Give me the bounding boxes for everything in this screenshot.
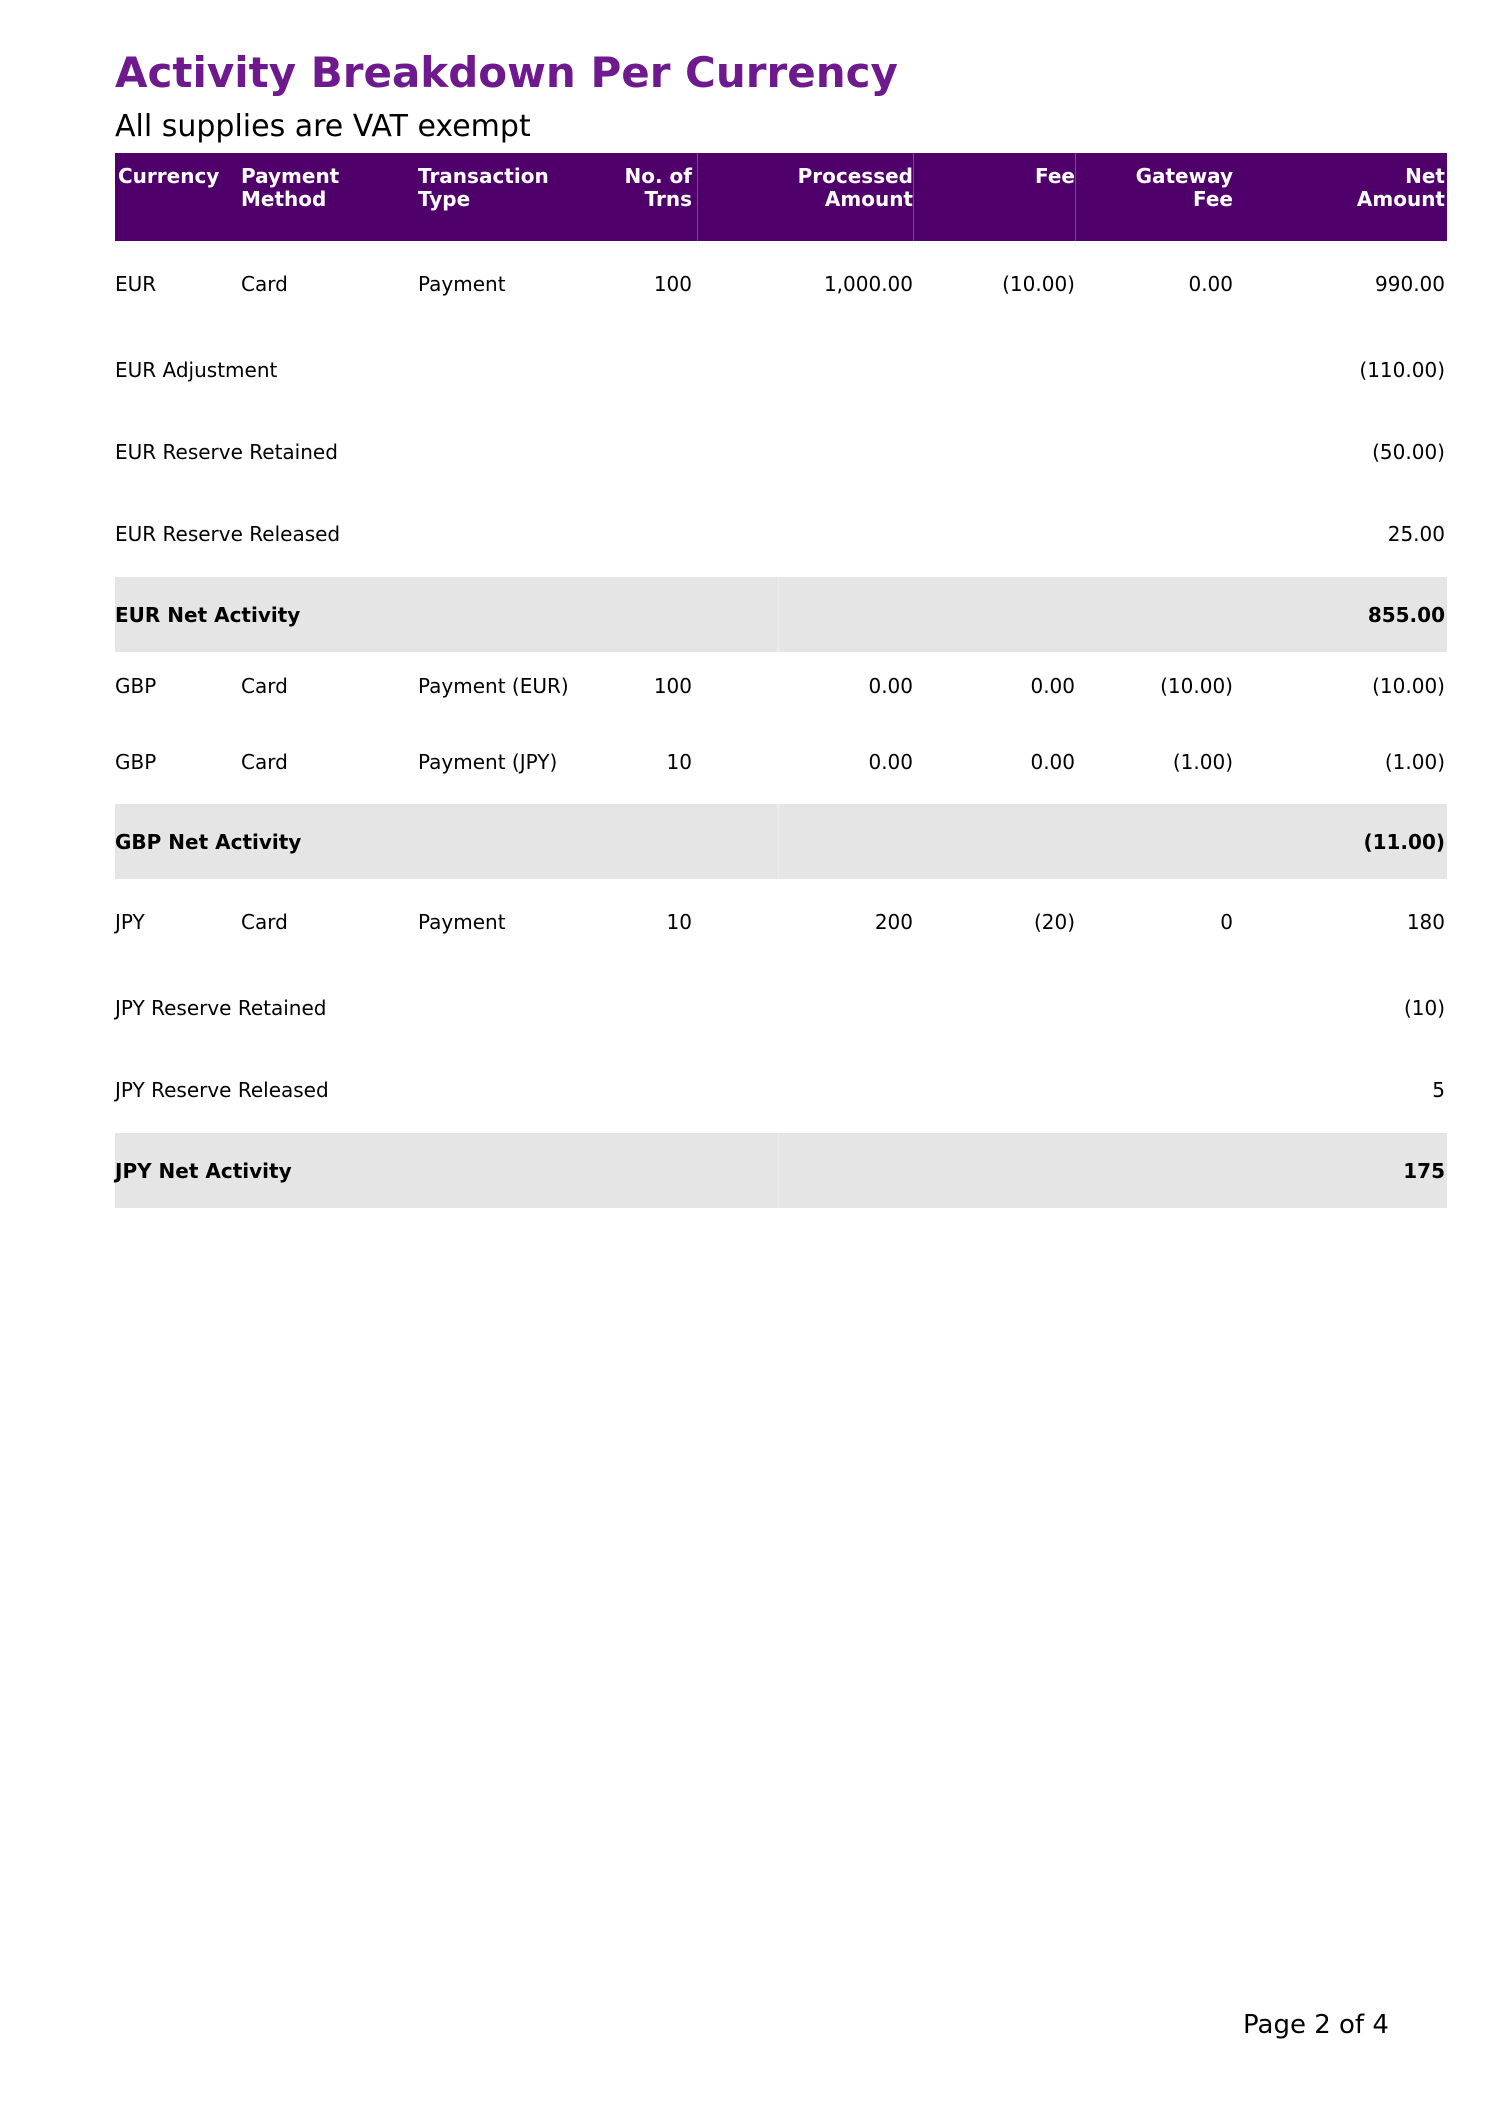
table-row	[115, 879, 1447, 969]
cell-label: JPY Net Activity	[115, 1159, 292, 1183]
cell-currency: EUR	[115, 272, 157, 296]
cell-currency: GBP	[115, 674, 157, 698]
cell-no-of-trns: 10	[666, 750, 692, 774]
header-gateway-fee: Gateway Fee	[1135, 164, 1233, 211]
cell-fee: 0.00	[1030, 750, 1075, 774]
header-net-amount: Net Amount	[1356, 164, 1445, 211]
cell-net-amount: (110.00)	[1359, 358, 1445, 382]
cell-fee: (20)	[1033, 910, 1075, 934]
cell-label: GBP Net Activity	[115, 830, 302, 854]
header-divider	[913, 153, 914, 241]
cell-net-amount: (1.00)	[1384, 750, 1445, 774]
cell-net-amount: 855.00	[1367, 603, 1445, 627]
cell-currency: GBP	[115, 750, 157, 774]
cell-currency: JPY	[115, 910, 145, 934]
header-payment-method: Payment Method	[241, 164, 340, 211]
cell-processed-amount: 0.00	[868, 750, 913, 774]
page-title: Activity Breakdown Per Currency	[115, 48, 898, 97]
cell-label: JPY Reserve Released	[115, 1078, 329, 1102]
cell-net-amount: (50.00)	[1372, 440, 1445, 464]
cell-net-amount: 180	[1406, 910, 1445, 934]
table-row	[115, 495, 1447, 577]
page-subtitle: All supplies are VAT exempt	[115, 109, 531, 144]
cell-no-of-trns: 100	[653, 674, 692, 698]
header-divider	[1075, 153, 1076, 241]
cell-net-amount: (10.00)	[1372, 674, 1445, 698]
cell-label: EUR Reserve Released	[115, 522, 341, 546]
cell-net-amount: (11.00)	[1363, 830, 1445, 854]
cell-label: EUR Net Activity	[115, 603, 301, 627]
subtotal-row	[115, 1133, 1447, 1208]
cell-net-amount: 990.00	[1375, 272, 1445, 296]
table-row	[115, 241, 1447, 331]
header-transaction-type: Transaction Type	[418, 164, 549, 211]
cell-no-of-trns: 10	[666, 910, 692, 934]
cell-net-amount: 5	[1432, 1078, 1445, 1102]
cell-net-amount: 25.00	[1387, 522, 1445, 546]
cell-net-amount: 175	[1403, 1159, 1445, 1183]
cell-transaction-type: Payment	[418, 272, 506, 296]
cell-payment-method: Card	[241, 750, 288, 774]
subtotal-divider	[778, 577, 779, 652]
page-number: Page 2 of 4	[1243, 2010, 1389, 2040]
cell-transaction-type: Payment	[418, 910, 506, 934]
cell-processed-amount: 0.00	[868, 674, 913, 698]
cell-net-amount: (10)	[1403, 996, 1445, 1020]
cell-gateway-fee: (10.00)	[1160, 674, 1233, 698]
table-row	[115, 331, 1447, 413]
subtotal-row	[115, 804, 1447, 879]
cell-processed-amount: 200	[874, 910, 913, 934]
header-no-of-trns: No. of Trns	[624, 164, 692, 211]
header-processed-amount: Processed Amount	[797, 164, 913, 211]
header-fee: Fee	[1035, 164, 1075, 188]
table-body	[115, 241, 1447, 1208]
header-currency: Currency	[118, 164, 220, 188]
cell-gateway-fee: 0.00	[1188, 272, 1233, 296]
cell-label: JPY Reserve Retained	[115, 996, 327, 1020]
table-row	[115, 1051, 1447, 1133]
cell-processed-amount: 1,000.00	[823, 272, 913, 296]
cell-gateway-fee: (1.00)	[1172, 750, 1233, 774]
cell-gateway-fee: 0	[1220, 910, 1233, 934]
cell-transaction-type: Payment (JPY)	[418, 750, 558, 774]
table-row	[115, 652, 1447, 728]
table-row	[115, 969, 1447, 1051]
subtotal-divider	[778, 804, 779, 879]
table-header	[115, 153, 1447, 241]
cell-transaction-type: Payment (EUR)	[418, 674, 569, 698]
subtotal-divider	[778, 1133, 779, 1208]
cell-payment-method: Card	[241, 910, 288, 934]
cell-label: EUR Reserve Retained	[115, 440, 338, 464]
cell-payment-method: Card	[241, 272, 288, 296]
activity-table	[115, 153, 1447, 1208]
table-row	[115, 413, 1447, 495]
cell-no-of-trns: 100	[653, 272, 692, 296]
cell-fee: 0.00	[1030, 674, 1075, 698]
cell-fee: (10.00)	[1002, 272, 1075, 296]
cell-label: EUR Adjustment	[115, 358, 278, 382]
table-row	[115, 728, 1447, 804]
cell-payment-method: Card	[241, 674, 288, 698]
subtotal-row	[115, 577, 1447, 652]
header-divider	[697, 153, 698, 241]
